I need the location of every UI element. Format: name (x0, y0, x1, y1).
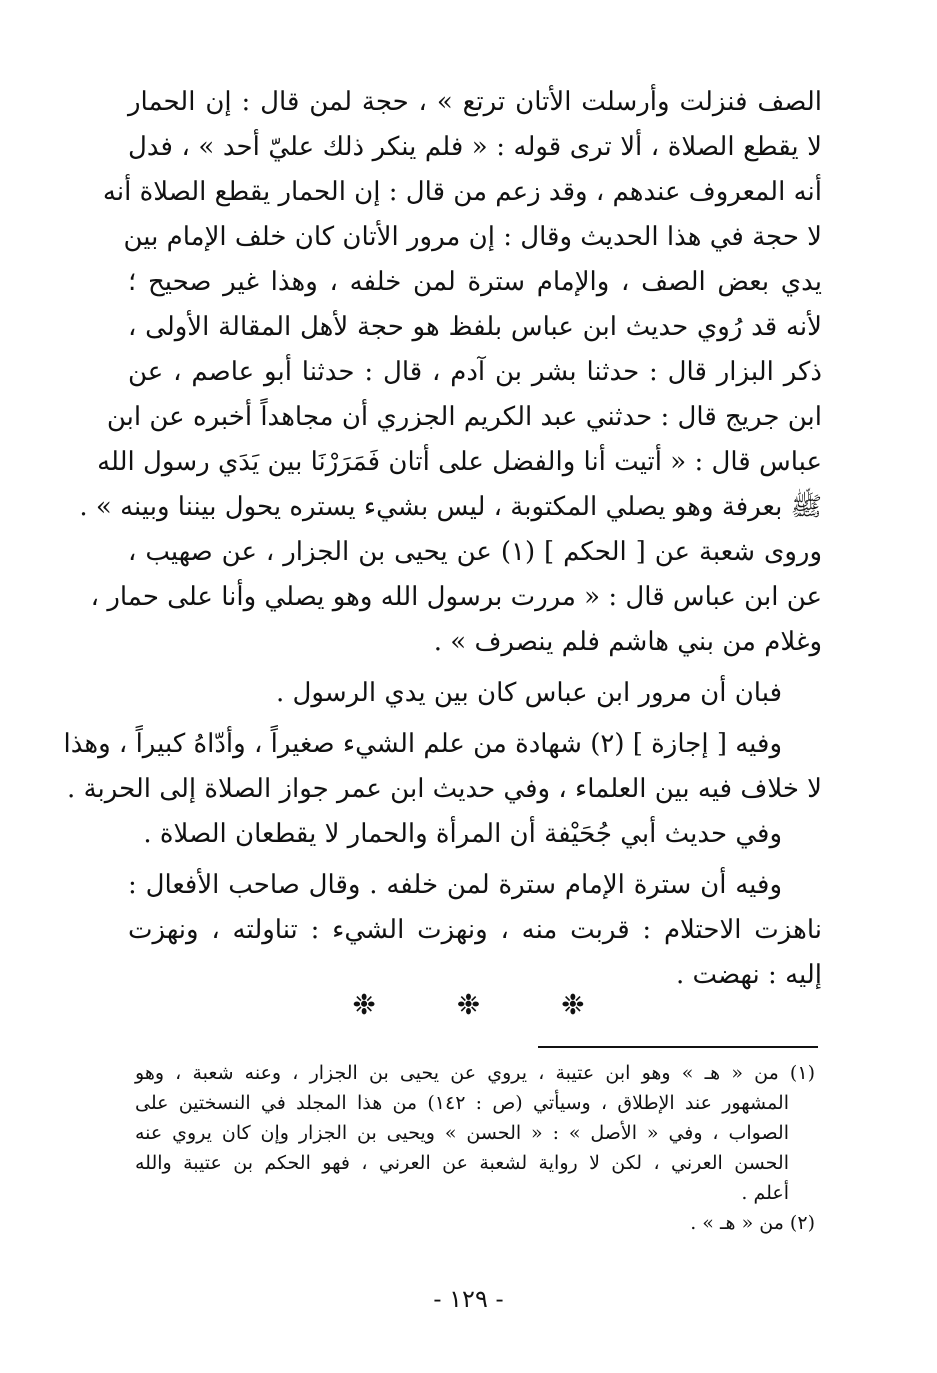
main-text (63, 80, 823, 998)
text-line: عباس قال : « أتيت أنا والفضل على أتان فَمَرَرْنَا بين يَدَي رسول الله (97, 447, 822, 477)
text-line: وفيه أن سترة الإمام سترة لمن خلفه . وقال صاحب الأفعال : (128, 870, 782, 900)
text-line: ذكر البزار قال : حدثنا بشر بن آدم ، قال : حدثنا أبو عاصم ، عن (128, 357, 822, 387)
footnote-line: الصواب ، وفي « الأصل » : « الحسن » ويحيى بن الجزار وإن كان يروي عنه (135, 1122, 789, 1144)
text-line: لا حجة في هذا الحديث وقال : إن مرور الأتان كان خلف الإمام بين (123, 222, 822, 252)
text-line: الصف فنزلت وأرسلت الأتان ترتع » ، حجة لمن قال : إن الحمار (128, 87, 822, 117)
text-line: لا خلاف فيه بين العلماء ، وفي حديث ابن عمر جواز الصلاة إلى الحربة . (67, 774, 822, 804)
footnote-line: المشهور عند الإطلاق ، وسيأتي (ص : ١٤٢) من هذا المجلد في النسختين على (135, 1092, 789, 1114)
text-line: وفيه [ إجازة ] (٢) شهادة من علم الشيء صغيراً ، وأدّاهُ كبيراً ، وهذا (63, 729, 782, 759)
text-line: ﷺ بعرفة وهو يصلي المكتوبة ، ليس بشيء يستره يحول بيننا وبينه » . (79, 492, 822, 522)
text-line: وروى شعبة عن [ الحكم ] (١) عن يحيى بن الجزار ، عن صهيب ، (128, 537, 823, 567)
text-line: ناهزت الاحتلام : قربت منه ، ونهزت الشيء : تناولته ، ونهزت (128, 915, 822, 945)
text-line: عن ابن عباس قال : « مررت برسول الله وهو يصلي وأنا على حمار ، (90, 582, 822, 612)
text-line: فبان أن مرور ابن عباس كان بين يدي الرسول . (275, 678, 782, 708)
footnote-line: (٢) من « هـ » . (690, 1212, 815, 1234)
text-line: أنه المعروف عندهم ، وقد زعم من قال : إن الحمار يقطع الصلاة أنه (102, 177, 822, 207)
footnote-divider (538, 1046, 818, 1048)
asterism-ornament: ❉ (561, 988, 585, 1021)
asterism-ornament: ❉ (352, 988, 376, 1021)
text-line: وغلام من بني هاشم فلم ينصرف » . (433, 627, 822, 657)
text-line: ابن جريج قال : حدثني عبد الكريم الجزري أن مجاهداً أخبره عن ابن (106, 402, 822, 432)
asterism-ornament: ❉ (456, 988, 481, 1021)
text-line: وفي حديث أبي جُحَيْفة أن المرأة والحمار لا يقطعان الصلاة . (143, 819, 782, 849)
footnote-line: الحسن العرني ، لكن لا رواية لشعبة عن العرني ، فهو الحكم بن عتيبة والله (135, 1152, 789, 1174)
footnote-line: (١) من « هـ » وهو ابن عتيبة ، يروي عن يحيى بن الجزار ، وعنه شعبة ، وهو (135, 1062, 815, 1084)
footnotes (135, 1058, 815, 1238)
text-line: إليه : نهضت . (675, 960, 822, 990)
footnote-line: أعلم . (741, 1182, 789, 1204)
text-line: يدي بعض الصف ، والإمام سترة لمن خلفه ، وهذا غير صحيح ؛ (128, 267, 822, 297)
text-line: لا يقطع الصلاة ، ألا ترى قوله : « فلم ينكر ذلك عليّ أحد » ، فدل (128, 132, 822, 162)
page-number: - ١٢٩ - (433, 1285, 504, 1313)
text-line: لأنه قد رُوي حديث ابن عباس بلفظ هو حجة لأهل المقالة الأولى ، (128, 312, 822, 342)
section-separator (0, 985, 937, 1025)
